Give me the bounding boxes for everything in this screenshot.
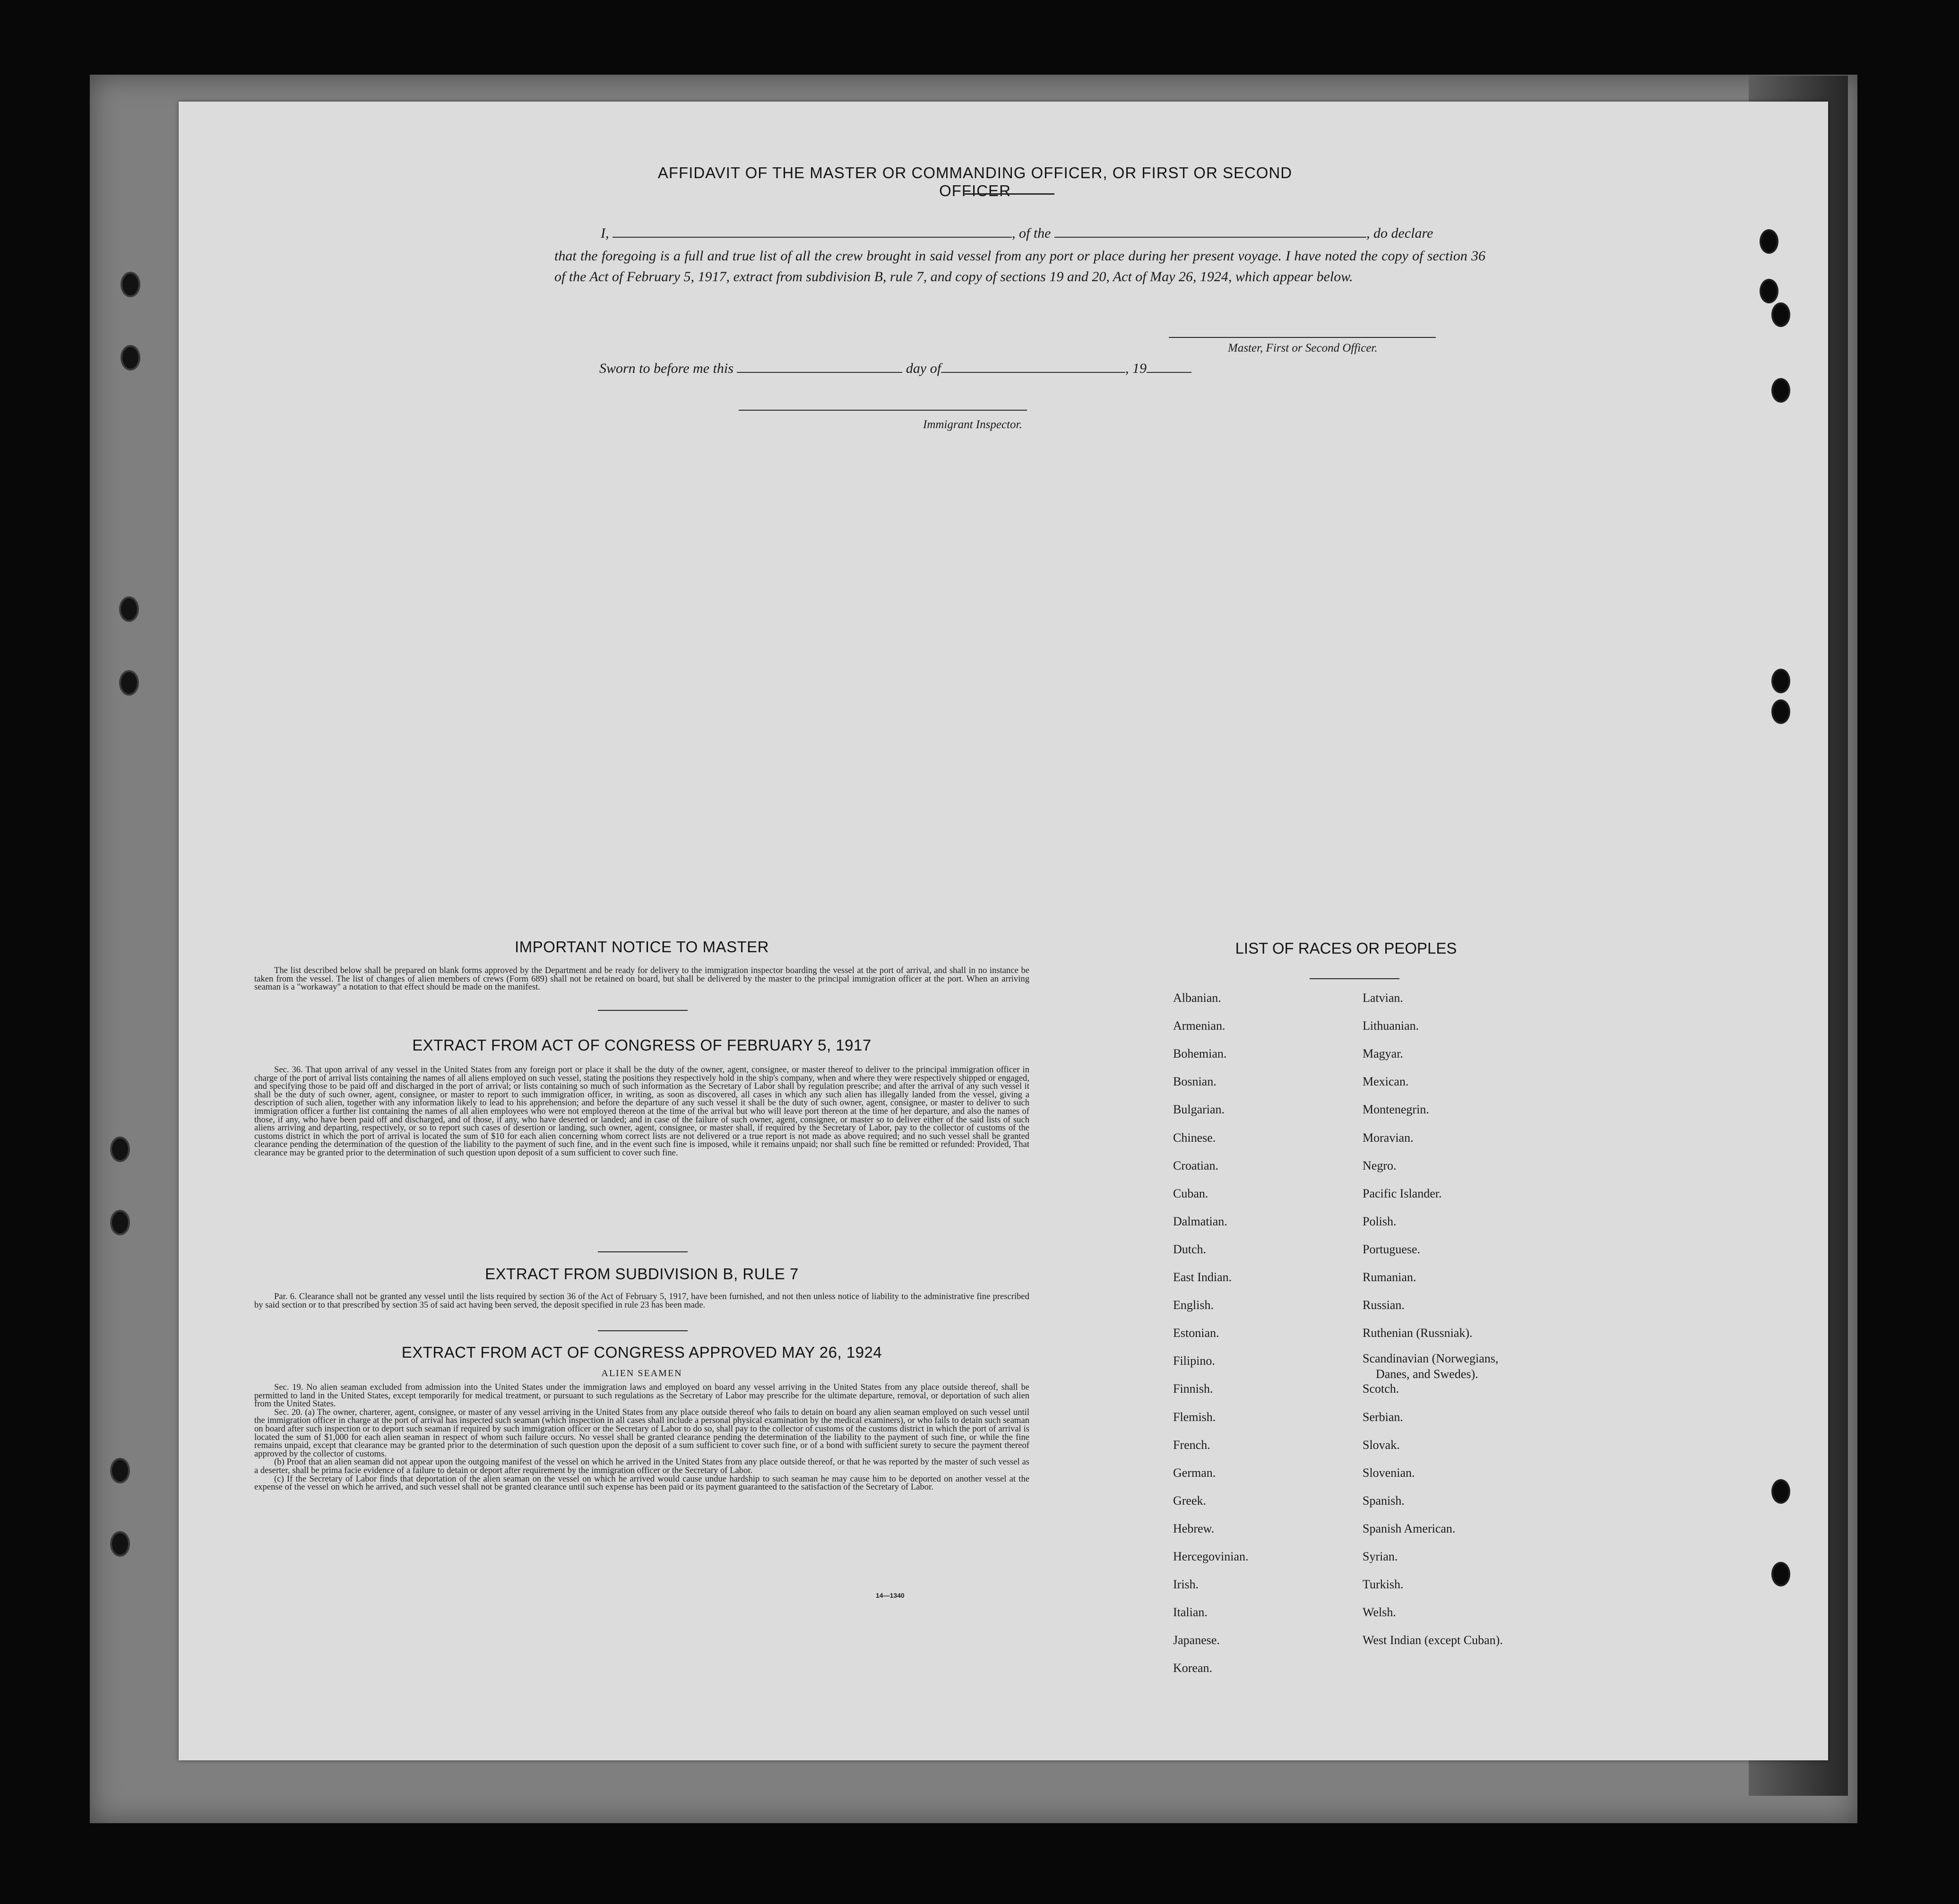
punch-hole [110, 1210, 130, 1235]
inspector-signature-line [739, 410, 1027, 411]
notice-title: IMPORTANT NOTICE TO MASTER [514, 938, 769, 956]
punch-hole [1760, 279, 1778, 303]
punch-hole [121, 272, 140, 297]
title-underline [965, 193, 1054, 195]
race-item: Bosnian. [1173, 1075, 1217, 1088]
punch-hole [1760, 229, 1778, 254]
inspector-label: Immigrant Inspector. [923, 418, 1022, 431]
sworn-year-blank[interactable] [1147, 361, 1191, 373]
race-item: Portuguese. [1363, 1242, 1421, 1256]
affidavit-body: that the foregoing is a full and true list of all the crew brought in said vessel from any port or place during her present voyage. I have noted the copy of section 36 of the Act of February 5, 1917, extract from subdivision B, rule 7, and copy of sections 19 and 20, Act of May 26, 1924, which appear below. [554, 248, 1485, 284]
extract-1917-title: EXTRACT FROM ACT OF CONGRESS OF FEBRUARY 5, 1917 [412, 1036, 872, 1054]
race-item: Albanian. [1173, 991, 1221, 1005]
race-item: Irish. [1173, 1577, 1199, 1591]
section-divider [598, 1010, 688, 1011]
sworn-date-blank[interactable] [737, 361, 902, 373]
race-item: Italian. [1173, 1605, 1208, 1619]
punch-hole [1771, 378, 1790, 403]
race-item: English. [1173, 1298, 1214, 1312]
punch-hole [110, 1458, 130, 1483]
race-item: East Indian. [1173, 1270, 1232, 1284]
master-signature-label: Master, First or Second Officer. [1228, 342, 1378, 354]
race-item: Serbian. [1363, 1410, 1403, 1424]
race-item: Syrian. [1363, 1550, 1398, 1563]
race-item: Lithuanian. [1363, 1019, 1419, 1033]
sworn-line [599, 361, 1191, 377]
section-divider [598, 1330, 688, 1331]
notice-paragraph: The list described below shall be prepared on blank forms approved by the Department and be ready for delivery to the immigration inspector boarding the vessel at the port of arrival, and shall in no instance be taken from the vessel. The list of changes of alien members of crews (Form 689) shall not be retained on board, but shall be delivered by the master to the principal immigration officer at the port. When an arriving seaman is a "workaway" a notation to that effect should be made on the manifest. [254, 965, 1029, 992]
affidavit-of-the: , of the [1012, 225, 1051, 241]
section-20b-paragraph: (b) Proof that an alien seaman did not appear upon the outgoing manifest of the vessel on which he arrived in the United States from any place outside thereof, or that he was reported by the master of such vessel as a deserter, shall be prima facie evidence of a failure to detain or deport after requirement by the immigration officer or the Secretary of Labor. [254, 1457, 1029, 1475]
race-item: Polish. [1363, 1215, 1397, 1228]
punch-hole [110, 1137, 130, 1162]
race-item: Greek. [1173, 1494, 1207, 1508]
extract-1924-title: EXTRACT FROM ACT OF CONGRESS APPROVED MAY 26, 1924 [401, 1344, 882, 1361]
race-item: Montenegrin. [1363, 1103, 1429, 1116]
punch-hole [1771, 669, 1790, 693]
race-item: Korean. [1173, 1661, 1213, 1675]
race-item: West Indian (except Cuban). [1363, 1633, 1503, 1647]
sworn-prefix: Sworn to before me this [599, 361, 734, 376]
race-item: Filipino. [1173, 1354, 1215, 1368]
punch-hole [1771, 1479, 1790, 1504]
rule7-paragraph: Par. 6. Clearance shall not be granted any vessel until the lists required by section 36 of the Act of February 5, 1917, have been furnished, and not then unless notice of liability to the administrative fine prescribed by said section or to that prescribed by section 35 of said act having been served, the deposit specified in rule 23 has been made. [254, 1292, 1029, 1310]
section-20a-paragraph: Sec. 20. (a) The owner, charterer, agent, consignee, or master of any vessel arriving in the United States from any place outside thereof who fails to detain on board any alien seaman employed on such vessel until the immigration officer in charge at the port of arrival has inspected such seaman (which inspection in all cases shall include a personal physical examination by the medical examiners), or who fails to detain such seaman on board after such inspection or to deport such seaman if required by such immigration officer or the Secretary of Labor to do so, shall pay to the collector of customs of the customs district in which the port of arrival is located the sum of $1,000 for each alien seaman in respect of whom such failure occurs. No vessel shall be granted clearance pending the determination of the liability to the payment of such fine, or while the fine remains unpaid, except that clearance may be granted prior to the determination of such question upon the deposit of a sum sufficient to cover such fine, or of a bond with sufficient surety to secure the payment thereof approved by the collector of customs. [254, 1407, 1029, 1459]
race-item: Rumanian. [1363, 1270, 1416, 1284]
section-36-paragraph: Sec. 36. That upon arrival of any vessel in the United States from any foreign port or place it shall be the duty of the owner, agent, consignee, or master thereof to deliver to the principal immigration officer in charge of the port of arrival lists containing the names of all aliens employed on such vessel, stating the positions they respectively hold in the ship's company, when and where they were respectively shipped or engaged, and specifying those to be paid off and discharged in the port of arrival; or lists containing so much of such information as the Secretary of Labor shall by regulation prescribe; and after the arrival of any such vessel it shall be the duty of such owner, agent, consignee, or master to report to such immigration officer, in writing, as soon as discovered, all cases in which any such alien has illegally landed from the vessel, giving a description of such alien, together with any information likely to lead to his apprehension; and before the departure of any such vessel it shall be the duty of such owner, agent, consignee, or master to deliver to such immigration officer a further list containing the names of all alien employees who were not employed thereon at the time of the arrival but who will leave port thereon at the time of her departure, and also the names of those, if any, who have been paid off and discharged, and of those, if any, who have deserted or landed; and in case of the failure of such owner, agent, consignee, or master so to deliver either of the said lists of such aliens arriving and departing, respectively, or so to report such cases of desertion or landing, such owner, agent, consignee, or master shall, if required by the Secretary of Labor, pay to the collector of customs of the customs district in which the port of arrival is located the sum of $10 for each alien concerning whom correct lists are not delivered or a true report is not made as above required; and no such vessel shall be granted clearance pending the determination of the question of the liability to the payment of such fine, and in the event such fine is imposed, while it remains unpaid; nor shall such fine be remitted or refunded: Provided, That clearance may be granted prior to the determination of such question upon deposit of a sum sufficient to cover such fine. [254, 1065, 1029, 1158]
section-19-paragraph: Sec. 19. No alien seaman excluded from admission into the United States under the immigration laws and employed on board any vessel arriving in the United States from any place outside thereof, shall be permitted to land in the United States, except temporarily for medical treatment, or pursuant to such regulations as the Secretary of Labor may prescribe for the ultimate departure, removal, or deportation of such alien from the United States. [254, 1382, 1029, 1409]
race-item: French. [1173, 1438, 1210, 1452]
race-item: Ruthenian (Russniak). [1363, 1326, 1473, 1340]
race-item: Spanish. [1363, 1494, 1405, 1508]
form-number: 14—1340 [876, 1592, 905, 1599]
race-item: Estonian. [1173, 1326, 1219, 1340]
race-item: Danes, and Swedes). [1376, 1367, 1478, 1381]
punch-hole [110, 1531, 130, 1557]
sworn-month-blank[interactable] [941, 361, 1125, 373]
sworn-day-of: day of [906, 361, 941, 376]
punch-hole [1771, 1562, 1790, 1586]
race-item: Scandinavian (Norwegians, [1363, 1352, 1499, 1365]
race-item: Slovak. [1363, 1438, 1400, 1452]
race-item: Dalmatian. [1173, 1215, 1227, 1228]
race-item: Pacific Islander. [1363, 1187, 1442, 1200]
race-item: Finnish. [1173, 1382, 1213, 1396]
document-page [179, 102, 1828, 1760]
extract-rule7-title: EXTRACT FROM SUBDIVISION B, RULE 7 [485, 1265, 799, 1283]
race-item: Scotch. [1363, 1382, 1399, 1396]
affidavit-i: I, [601, 225, 609, 241]
race-item: Mexican. [1363, 1075, 1409, 1088]
sworn-year: , 19 [1125, 361, 1147, 376]
race-item: Chinese. [1173, 1131, 1216, 1145]
race-item: Spanish American. [1363, 1522, 1456, 1535]
race-item: Flemish. [1173, 1410, 1216, 1424]
punch-hole [119, 596, 139, 622]
race-item: Magyar. [1363, 1047, 1403, 1060]
extract-rule7-text [254, 1292, 1029, 1309]
race-item: Latvian. [1363, 991, 1403, 1005]
race-item: Cuban. [1173, 1187, 1208, 1200]
punch-hole [121, 345, 140, 370]
affidavit-declare: , do declare [1366, 225, 1433, 241]
section-divider [598, 1251, 688, 1252]
races-title: LIST OF RACES OR PEOPLES [1235, 939, 1457, 957]
extract-1917-text [254, 1066, 1029, 1157]
notice-text [254, 966, 1029, 991]
race-item: Bulgarian. [1173, 1103, 1225, 1116]
race-item: Turkish. [1363, 1577, 1404, 1591]
alien-seamen-subtitle: ALIEN SEAMEN [601, 1368, 682, 1378]
race-item: Russian. [1363, 1298, 1405, 1312]
affidavit-title: AFFIDAVIT OF THE MASTER OR COMMANDING OFFICER, OR FIRST OR SECOND OFFICER [657, 164, 1293, 199]
section-20c-paragraph: (c) If the Secretary of Labor finds that deportation of the alien seaman on the vessel on which he arrived would cause undue hardship to such seaman he may cause him to be deported on another vessel at the expense of the vessel on which he arrived, and such vessel shall not be granted clearance until such expense has been paid or its payment guaranteed to the satisfaction of the Secretary of Labor. [254, 1473, 1029, 1492]
race-item: Negro. [1363, 1159, 1397, 1172]
master-name-blank[interactable] [613, 225, 1012, 238]
race-item: German. [1173, 1466, 1216, 1480]
race-item: Moravian. [1363, 1131, 1414, 1145]
punch-hole [1771, 302, 1790, 327]
race-item: Welsh. [1363, 1605, 1396, 1619]
race-item: Slovenian. [1363, 1466, 1415, 1480]
race-item: Armenian. [1173, 1019, 1225, 1033]
punch-hole [1771, 699, 1790, 724]
race-item: Dutch. [1173, 1242, 1207, 1256]
race-item: Bohemian. [1173, 1047, 1227, 1060]
race-item: Hebrew. [1173, 1522, 1215, 1535]
punch-hole [119, 670, 139, 696]
race-item: Croatian. [1173, 1159, 1219, 1172]
race-item: Hercegovinian. [1173, 1550, 1249, 1563]
master-signature-line [1169, 337, 1436, 338]
extract-1924-text [254, 1383, 1029, 1491]
race-item: Japanese. [1173, 1633, 1220, 1647]
vessel-name-blank[interactable] [1054, 225, 1366, 238]
affidavit-declaration-line [601, 225, 1433, 241]
races-title-underline [1310, 978, 1399, 979]
